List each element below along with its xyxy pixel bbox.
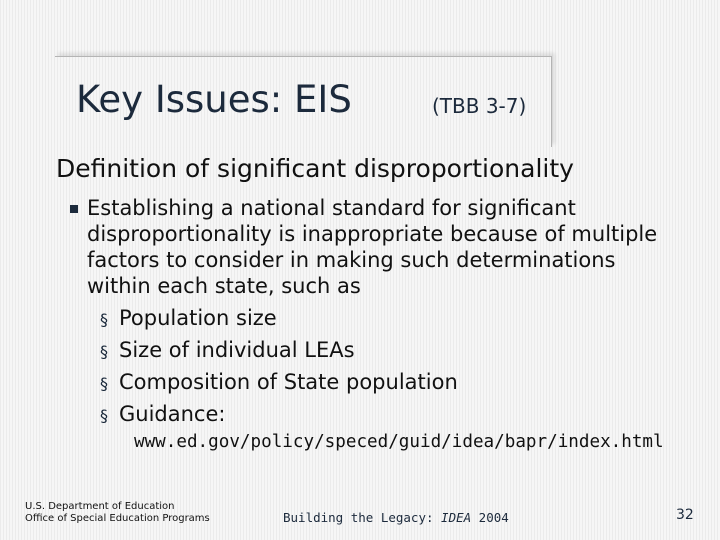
- section-sign-bullet-icon: §: [100, 310, 108, 329]
- slide-subtitle: (TBB 3-7): [432, 94, 527, 118]
- footer-tagline-emphasis: IDEA: [441, 510, 472, 525]
- guidance-link[interactable]: www.ed.gov/policy/speced/guid/idea/bapr/index.html: [134, 432, 664, 452]
- footer-tagline: [283, 510, 509, 525]
- page-number: 32: [676, 507, 694, 523]
- sub-bullet-item: [100, 402, 226, 434]
- sub-bullet-label: Size of individual LEAs: [119, 338, 355, 362]
- sub-bullet-label: Guidance:: [119, 402, 226, 426]
- footer-tagline-suffix: 2004: [471, 510, 509, 525]
- main-bullet-text: Establishing a national standard for significant disproportionality is inappropriate because of multiple factors to consider in making such determinations within each state, such as: [87, 196, 658, 298]
- footer-tagline-prefix: Building the Legacy:: [283, 510, 442, 525]
- section-heading: Definition of significant disproportionality: [56, 154, 574, 183]
- section-sign-bullet-icon: §: [100, 374, 108, 393]
- section-sign-bullet-icon: §: [100, 406, 108, 425]
- footer-department: [25, 501, 210, 525]
- footer-department-line: U.S. Department of Education: [25, 501, 175, 512]
- sub-bullet-item: [100, 370, 458, 402]
- sub-bullet-label: Population size: [119, 306, 277, 330]
- square-bullet-icon: [70, 205, 78, 213]
- footer-office-line: Office of Special Education Programs: [25, 513, 210, 524]
- sub-bullet-item: [100, 338, 355, 370]
- section-sign-bullet-icon: §: [100, 342, 108, 361]
- sub-bullet-label: Composition of State population: [119, 370, 458, 394]
- sub-bullet-item: [100, 306, 277, 338]
- slide-title: Key Issues: EIS: [76, 78, 352, 121]
